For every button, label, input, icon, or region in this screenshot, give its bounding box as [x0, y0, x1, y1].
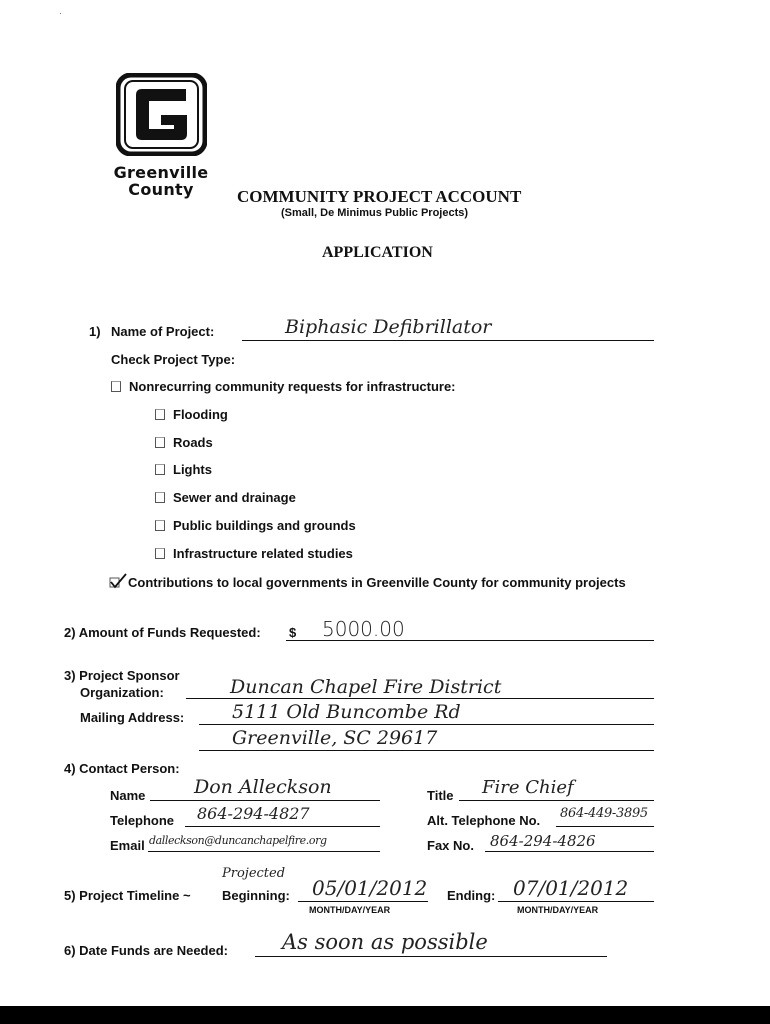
county-name-line2: County: [128, 180, 194, 199]
amount-value[interactable]: 5000.00: [322, 617, 405, 641]
telephone-label: Telephone: [110, 813, 175, 828]
funds-needed-value[interactable]: As soon as possible: [282, 930, 488, 954]
option-roads[interactable]: [155, 435, 213, 450]
infrastructure-studies-label: Infrastructure related studies: [173, 546, 353, 561]
alt-telephone-value[interactable]: 864-449-3895: [560, 806, 648, 821]
beginning-date-format: MONTH/DAY/YEAR: [309, 905, 391, 915]
option-infrastructure-studies[interactable]: [155, 546, 353, 561]
ending-label: Ending:: [447, 888, 496, 903]
checkmark-icon[interactable]: [109, 573, 127, 589]
public-buildings-checkbox[interactable]: [155, 520, 165, 531]
amount-label: 2) Amount of Funds Requested:: [64, 625, 261, 640]
nonrecurring-label: Nonrecurring community requests for infrastructure:: [129, 379, 456, 394]
lights-label: Lights: [173, 462, 212, 477]
option-contributions[interactable]: [109, 573, 626, 590]
amount-currency: $: [289, 625, 297, 640]
county-g-logo-icon: [116, 73, 207, 156]
flooding-checkbox[interactable]: [155, 409, 165, 420]
form-title: COMMUNITY PROJECT ACCOUNT: [237, 187, 522, 206]
contact-name-value[interactable]: Don Alleckson: [194, 776, 332, 798]
timeline-label: 5) Project Timeline ~: [64, 888, 191, 903]
contact-person-label: 4) Contact Person:: [64, 761, 180, 776]
fax-line: [485, 851, 654, 852]
public-buildings-label: Public buildings and grounds: [173, 518, 356, 533]
beginning-label: Beginning:: [222, 888, 290, 903]
contact-title-label: Title: [427, 788, 454, 803]
alt-telephone-label: Alt. Telephone No.: [427, 813, 541, 828]
mailing-address-value2[interactable]: Greenville, SC 29617: [232, 727, 438, 749]
contact-name-line: [150, 800, 380, 801]
telephone-value[interactable]: 864-294-4827: [197, 804, 310, 823]
infrastructure-studies-checkbox[interactable]: [155, 548, 165, 559]
option-flooding[interactable]: [155, 407, 228, 422]
funds-needed-label: 6) Date Funds are Needed:: [64, 943, 228, 958]
beginning-line: [298, 901, 428, 902]
ending-line: [498, 901, 654, 902]
flooding-label: Flooding: [173, 407, 228, 422]
project-name-value[interactable]: Biphasic Defibrillator: [285, 316, 492, 338]
fax-label: Fax No.: [427, 838, 474, 853]
greenville-county-logo: [116, 73, 207, 156]
nonrecurring-option[interactable]: [111, 379, 456, 394]
option-sewer[interactable]: [155, 490, 296, 505]
email-line: [148, 851, 380, 852]
lights-checkbox[interactable]: [155, 464, 165, 475]
project-name-label: Name of Project:: [111, 324, 215, 339]
sponsor-label: 3) Project Sponsor: [64, 668, 180, 683]
organization-value[interactable]: Duncan Chapel Fire District: [230, 676, 502, 698]
email-label: Email: [110, 838, 145, 853]
alt-telephone-line: [556, 826, 654, 827]
form-subtitle: (Small, De Minimus Public Projects): [281, 207, 469, 219]
sewer-label: Sewer and drainage: [173, 490, 296, 505]
scan-speck: [60, 13, 61, 14]
q1-number: 1): [89, 324, 101, 339]
funds-needed-line: [255, 956, 607, 957]
county-name: [99, 164, 223, 198]
ending-value[interactable]: 07/01/2012: [513, 876, 629, 900]
beginning-value[interactable]: 05/01/2012: [312, 876, 428, 900]
sewer-checkbox[interactable]: [155, 492, 165, 503]
timeline-annotation: Projected: [222, 866, 286, 881]
project-name-line: [242, 340, 654, 341]
option-public-buildings[interactable]: [155, 518, 356, 533]
telephone-line: [185, 826, 380, 827]
check-project-type-label: Check Project Type:: [111, 352, 236, 367]
nonrecurring-checkbox[interactable]: [111, 381, 121, 392]
contact-title-value[interactable]: Fire Chief: [482, 777, 574, 798]
fax-value[interactable]: 864-294-4826: [490, 832, 596, 850]
contact-title-line: [459, 800, 654, 801]
organization-label: Organization:: [80, 685, 164, 700]
mailing-address-line1: [199, 724, 654, 725]
contributions-label: Contributions to local governments in Greenville County for community projects: [128, 575, 626, 590]
application-heading: APPLICATION: [322, 244, 433, 261]
mailing-address-value1[interactable]: 5111 Old Buncombe Rd: [232, 701, 461, 723]
county-name-line1: Greenville: [113, 163, 209, 182]
mailing-address-label: Mailing Address:: [80, 710, 185, 725]
roads-checkbox[interactable]: [155, 437, 165, 448]
email-value[interactable]: dalleckson@duncanchapelfire.org: [149, 834, 327, 847]
roads-label: Roads: [173, 435, 213, 450]
option-lights[interactable]: [155, 462, 212, 477]
ending-date-format: MONTH/DAY/YEAR: [517, 905, 599, 915]
mailing-address-line2: [199, 750, 654, 751]
organization-line: [186, 698, 654, 699]
scan-edge-bar: [0, 1006, 770, 1024]
contact-name-label: Name: [110, 788, 146, 803]
